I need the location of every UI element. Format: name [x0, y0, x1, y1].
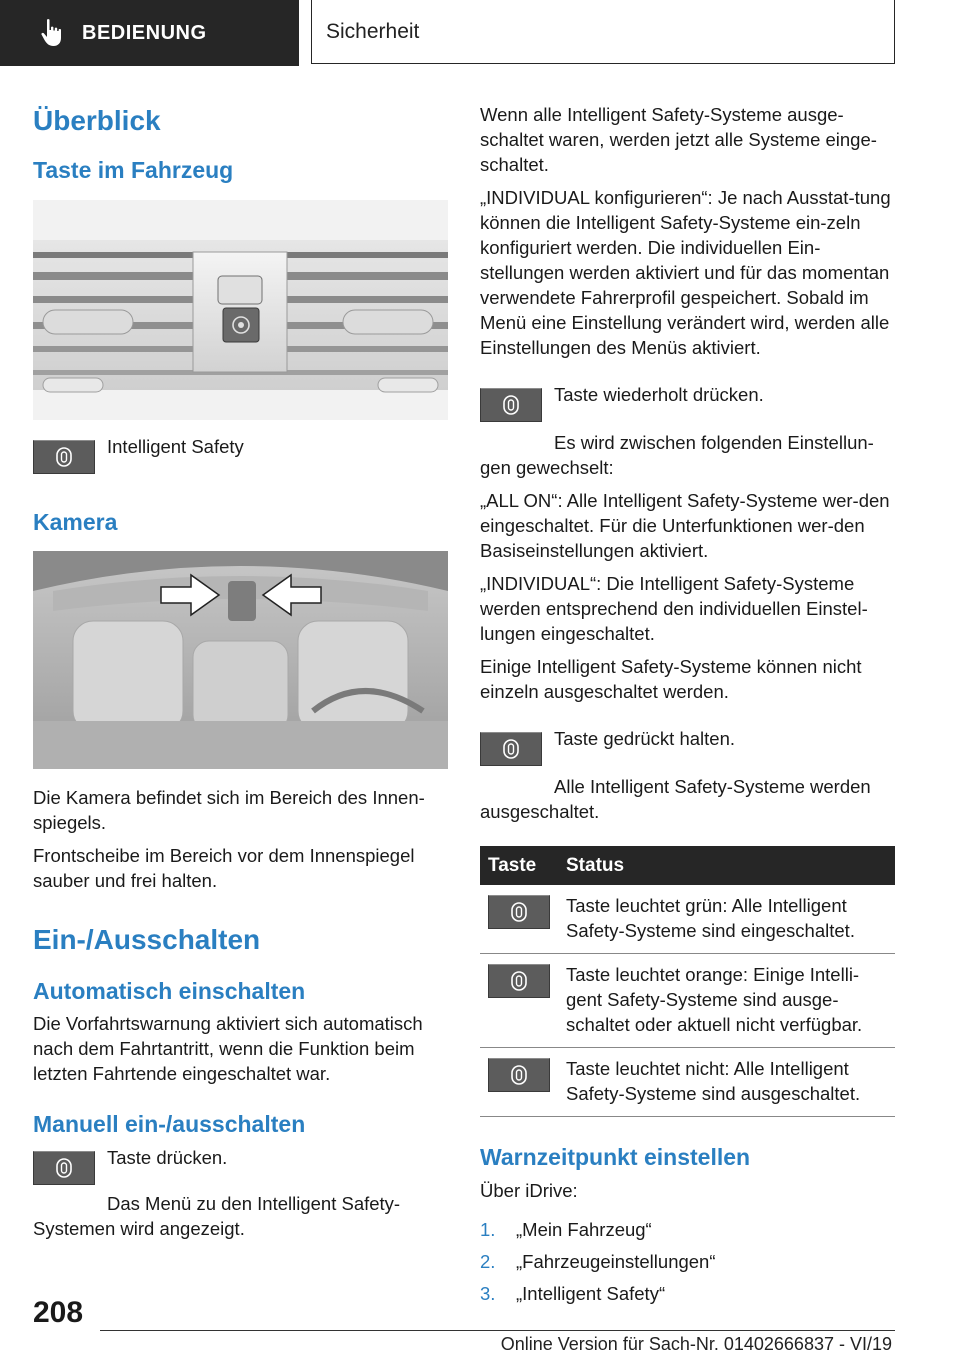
camera-location-text: Die Kamera befindet sich im Bereich des Innen-spiegels. — [33, 787, 425, 834]
hold-result-text: Alle Intelligent Safety-Systeme werden ausgeschaltet. — [480, 776, 871, 822]
table-status-cell: Taste leuchtet nicht: Alle Intelligent Safety-Systeme sind ausgeschaltet. — [558, 1048, 895, 1117]
warning-via-text: Über iDrive: — [480, 1179, 578, 1201]
table-icon-cell — [480, 1048, 558, 1117]
table-icon-cell — [480, 954, 558, 1048]
step-number: 2. — [480, 1250, 496, 1272]
col-header-status: Status — [558, 846, 895, 885]
step-number: 3. — [480, 1282, 496, 1304]
section-tab — [0, 0, 299, 66]
auto-on-text: Die Vorfahrtswarnung aktiviert sich automatisch nach dem Fahrtantritt, wenn die Funktion beim letzten Fahrtende eingeschaltet war. — [33, 1013, 423, 1085]
step-text: „Intelligent Safety“ — [516, 1282, 666, 1304]
heading-warning-time: Warnzeitpunkt einstellen — [480, 1144, 751, 1170]
camera-photo — [33, 551, 448, 769]
page-topic-label: Sicherheit — [326, 19, 420, 43]
hand-pointer-icon — [40, 18, 66, 48]
some-systems-text: Einige Intelligent Safety-Systeme können nicht einzeln ausgeschaltet werden. — [480, 656, 862, 702]
table-row — [480, 954, 895, 1048]
all-on-mode-text: „ALL ON“: Alle Intelligent Safety-Systeme wer-den eingeschaltet. Für die Unterfunktionen wer-den Basiseinstellungen aktiviert. — [480, 490, 890, 561]
right-column — [480, 102, 895, 1313]
manual-menu-text: Das Menü zu den Intelligent Safety-Systemen wird angezeigt. — [33, 1193, 401, 1240]
intelligent-safety-icon — [33, 1151, 95, 1185]
intelligent-safety-icon — [480, 732, 542, 766]
table-status-cell: Taste leuchtet orange: Einige Intelli-gent Safety-Systeme sind ausge-schaltet oder aktuell nicht verfügbar. — [558, 954, 895, 1048]
page-number: 208 — [33, 1296, 84, 1329]
table-status-cell: Taste leuchtet grün: Alle Intelligent Safety-Systeme sind eingeschaltet. — [558, 885, 895, 954]
hold-press-text: Taste gedrückt halten. — [554, 728, 735, 749]
intelligent-safety-icon — [488, 1058, 550, 1092]
manual-press-row — [33, 1145, 448, 1185]
list-item — [480, 1217, 895, 1242]
step-number: 1. — [480, 1218, 496, 1240]
repeat-switch-text: Es wird zwischen folgenden Einstellun-gen gewechselt: — [480, 432, 874, 478]
table-row — [480, 1048, 895, 1117]
section-label: BEDIENUNG — [82, 21, 207, 44]
heading-auto-on: Automatisch einschalten — [33, 977, 306, 1004]
list-item — [480, 1249, 895, 1274]
intelligent-safety-row — [33, 434, 448, 474]
step-text: „Mein Fahrzeug“ — [516, 1218, 652, 1240]
table-header-row — [480, 846, 895, 885]
idrive-steps — [480, 1217, 895, 1306]
heading-on-off: Ein-/Ausschalten — [33, 924, 261, 956]
heading-button-in-vehicle: Taste im Fahrzeug — [33, 156, 234, 183]
intelligent-safety-icon — [488, 964, 550, 998]
camera-clean-text: Frontscheibe im Bereich vor dem Innenspiegel sauber und frei halten. — [33, 845, 415, 892]
manual-press-text: Taste drücken. — [107, 1147, 228, 1169]
heading-manual-on-off: Manuell ein-/ausschalten — [33, 1111, 306, 1138]
left-column — [33, 96, 448, 1241]
vehicle-button-photo — [33, 200, 448, 420]
table-icon-cell — [480, 885, 558, 954]
intelligent-safety-icon — [488, 895, 550, 929]
page-title: Überblick — [33, 105, 161, 136]
footer-version: Online Version für Sach-Nr. 01402666837 - VI/19 — [500, 1334, 892, 1354]
button-caption: Intelligent Safety — [107, 436, 244, 458]
intelligent-safety-icon — [33, 440, 95, 474]
table-row — [480, 885, 895, 954]
heading-camera: Kamera — [33, 509, 118, 536]
step-text: „Fahrzeugeinstellungen“ — [516, 1250, 716, 1272]
footer-divider — [100, 1330, 895, 1331]
individual-mode-text: „INDIVIDUAL“: Die Intelligent Safety-Systeme werden entsprechend den individuellen Einstel-lungen eingeschaltet. — [480, 573, 868, 644]
repeat-press-text: Taste wiederholt drücken. — [554, 384, 764, 405]
hold-press-row — [480, 726, 895, 766]
repeat-press-row — [480, 382, 895, 422]
all-systems-on-text: Wenn alle Intelligent Safety-Systeme ausge-schaltet waren, werden jetzt alle Systeme einge-schaltet. — [480, 104, 877, 175]
intelligent-safety-icon — [480, 388, 542, 422]
col-header-taste: Taste — [480, 846, 558, 885]
page-topic — [311, 0, 895, 64]
individual-configure-text: „INDIVIDUAL konfigurieren“: Je nach Ausstat-tung können die Intelligent Safety-Systeme ein-zeln konfiguriert werden. Die individuellen Ein-stellungen werden aktiviert und für das momentan verwendete Fahrerprofil gespeichert. Sobald im Menü eine Einstellung verändert wird, werden alle Einstellungen des Menüs aktiviert. — [480, 187, 891, 358]
status-table — [480, 846, 895, 1117]
list-item — [480, 1281, 895, 1306]
